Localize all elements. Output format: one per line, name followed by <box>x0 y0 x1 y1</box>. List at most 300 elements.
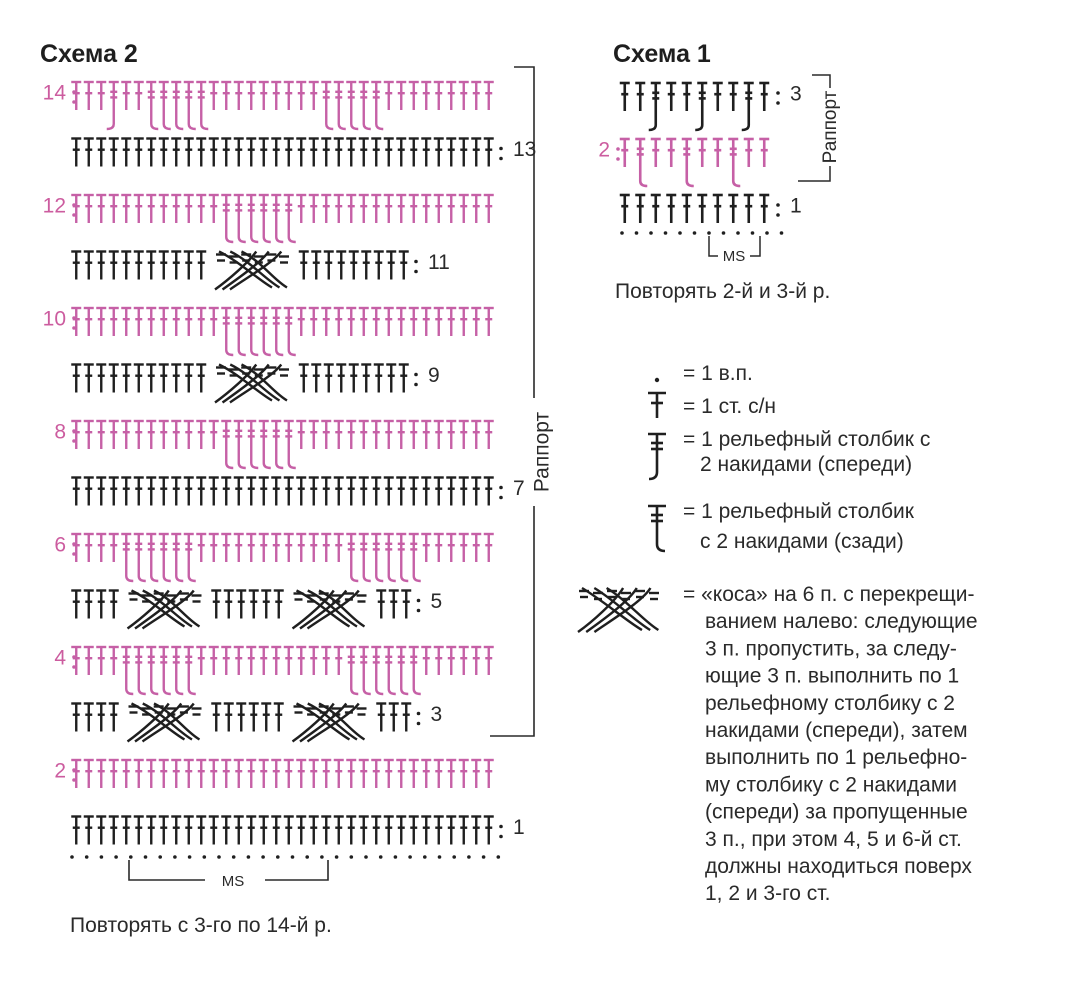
double-crochet-icon <box>311 252 321 280</box>
double-crochet-icon <box>109 534 119 562</box>
chain-dot-icon <box>364 855 368 859</box>
double-crochet-icon <box>471 195 481 223</box>
double-crochet-icon <box>371 760 381 788</box>
double-crochet-icon <box>159 365 169 393</box>
legend-cable-text-line: рельефному столбику с 2 <box>705 691 955 715</box>
double-crochet-icon <box>184 252 194 280</box>
double-crochet-icon <box>224 704 234 732</box>
double-crochet-icon <box>376 591 386 619</box>
double-crochet-icon <box>359 478 369 506</box>
chart-row-1 <box>71 816 524 845</box>
double-crochet-icon <box>359 817 369 845</box>
back-post-stitch-icon <box>234 308 246 355</box>
double-crochet-icon <box>459 421 469 449</box>
double-crochet-icon <box>759 139 769 167</box>
colon-dot <box>499 157 503 161</box>
double-crochet-icon <box>374 252 384 280</box>
double-crochet-icon <box>121 139 131 167</box>
double-crochet-icon <box>221 534 231 562</box>
back-post-stitch-icon <box>384 534 396 581</box>
colon-dot <box>776 91 780 95</box>
legend-cable-text-line: = «коса» на 6 п. с перекрещи- <box>683 583 975 606</box>
double-crochet-icon <box>209 478 219 506</box>
back-post-stitch-icon <box>234 195 246 242</box>
double-crochet-icon <box>84 591 94 619</box>
double-crochet-icon <box>109 478 119 506</box>
double-crochet-icon <box>134 365 144 393</box>
chain-dot-icon <box>678 231 682 235</box>
front-post-stitch-icon <box>648 434 666 479</box>
double-crochet-icon <box>109 252 119 280</box>
back-post-stitch-icon <box>246 195 258 242</box>
legend-cable-text-line: выполнить по 1 рельефно- <box>705 746 968 770</box>
row-number: 12 <box>42 194 66 218</box>
double-crochet-icon <box>184 478 194 506</box>
back-post-stitch-icon <box>384 647 396 694</box>
double-crochet-icon <box>271 760 281 788</box>
double-crochet-icon <box>84 817 94 845</box>
double-crochet-icon <box>134 252 144 280</box>
back-post-stitch-icon <box>146 82 158 129</box>
double-crochet-icon <box>274 704 284 732</box>
double-crochet-icon <box>361 252 371 280</box>
double-crochet-icon <box>371 421 381 449</box>
double-crochet-icon <box>296 139 306 167</box>
double-crochet-icon <box>484 760 494 788</box>
double-crochet-icon <box>309 82 319 110</box>
double-crochet-icon <box>96 534 106 562</box>
back-post-stitch-icon <box>396 534 408 581</box>
double-crochet-icon <box>234 82 244 110</box>
colon-dot <box>414 270 418 274</box>
double-crochet-icon <box>84 478 94 506</box>
double-crochet-icon <box>84 252 94 280</box>
double-crochet-icon <box>321 647 331 675</box>
double-crochet-icon <box>651 195 661 223</box>
double-crochet-icon <box>384 817 394 845</box>
double-crochet-icon <box>484 195 494 223</box>
double-crochet-icon <box>384 478 394 506</box>
double-crochet-icon <box>109 760 119 788</box>
double-crochet-icon <box>434 534 444 562</box>
scheme-1-ms-bracket <box>709 236 760 265</box>
double-crochet-icon <box>261 591 271 619</box>
double-crochet-icon <box>109 139 119 167</box>
double-crochet-icon <box>459 478 469 506</box>
chain-dot-icon <box>70 855 74 859</box>
double-crochet-icon <box>171 817 181 845</box>
double-crochet-icon <box>651 139 661 167</box>
double-crochet-icon <box>371 817 381 845</box>
chain-dot-icon <box>217 855 221 859</box>
double-crochet-icon <box>697 139 707 167</box>
double-crochet-icon <box>309 195 319 223</box>
double-crochet-icon <box>196 478 206 506</box>
double-crochet-icon <box>234 817 244 845</box>
double-crochet-icon <box>259 534 269 562</box>
double-crochet-icon <box>384 760 394 788</box>
double-crochet-icon <box>84 647 94 675</box>
double-crochet-icon <box>384 139 394 167</box>
double-crochet-icon <box>259 139 269 167</box>
chain-dot-icon <box>707 231 711 235</box>
front-post-stitch-icon <box>107 82 119 129</box>
chain-dot-icon <box>736 231 740 235</box>
double-crochet-icon <box>334 534 344 562</box>
legend-cable-text-line: 3 п., при этом 4, 5 и 6-й ст. <box>705 827 962 851</box>
double-crochet-icon <box>334 195 344 223</box>
legend-cable-text <box>683 583 978 905</box>
colon-dot <box>776 101 780 105</box>
double-crochet-icon <box>409 478 419 506</box>
chain-dot-icon <box>144 855 148 859</box>
double-crochet-icon <box>296 421 306 449</box>
double-crochet-icon <box>96 365 106 393</box>
double-crochet-icon <box>620 83 630 111</box>
double-crochet-icon <box>682 83 692 111</box>
double-crochet-icon <box>196 647 206 675</box>
scheme-2-repeat-label: Раппорт <box>530 411 554 493</box>
back-post-stitch-icon <box>159 534 171 581</box>
double-crochet-icon <box>271 534 281 562</box>
chain-dot-icon <box>394 855 398 859</box>
double-crochet-icon <box>349 365 359 393</box>
double-crochet-icon <box>246 647 256 675</box>
chain-dot-icon <box>100 855 104 859</box>
double-crochet-icon <box>221 139 231 167</box>
double-crochet-icon <box>146 195 156 223</box>
double-crochet-icon <box>284 534 294 562</box>
double-crochet-icon <box>421 534 431 562</box>
double-crochet-icon <box>71 139 81 167</box>
double-crochet-icon <box>271 817 281 845</box>
double-crochet-icon <box>396 817 406 845</box>
double-crochet-icon <box>246 139 256 167</box>
double-crochet-icon <box>484 421 494 449</box>
double-crochet-icon <box>334 308 344 336</box>
chain-dot-icon <box>664 231 668 235</box>
double-crochet-icon <box>384 82 394 110</box>
double-crochet-icon <box>349 252 359 280</box>
double-crochet-icon <box>371 308 381 336</box>
double-crochet-icon <box>359 760 369 788</box>
double-crochet-icon <box>284 760 294 788</box>
double-crochet-icon <box>401 704 411 732</box>
double-crochet-icon <box>309 647 319 675</box>
double-crochet-icon <box>159 252 169 280</box>
double-crochet-icon <box>109 365 119 393</box>
chain-dot-icon <box>276 855 280 859</box>
double-crochet-icon <box>309 478 319 506</box>
double-crochet-icon <box>246 82 256 110</box>
colon-dot <box>414 373 418 377</box>
double-crochet-icon <box>171 421 181 449</box>
double-crochet-icon <box>346 195 356 223</box>
double-crochet-icon <box>234 534 244 562</box>
double-crochet-icon <box>146 760 156 788</box>
double-crochet-icon <box>459 817 469 845</box>
scheme-2 <box>40 40 554 937</box>
back-post-stitch-icon <box>284 421 296 468</box>
scheme-2-note: Повторять с 3-го по 14-й р. <box>70 914 332 937</box>
legend-back-post-text-2: с 2 накидами (сзади) <box>700 530 904 553</box>
back-post-stitch-icon <box>221 195 233 242</box>
double-crochet-icon <box>246 760 256 788</box>
double-crochet-icon <box>96 195 106 223</box>
cable-cross-icon <box>578 588 659 632</box>
double-crochet-icon <box>84 760 94 788</box>
double-crochet-icon <box>389 704 399 732</box>
double-crochet-icon <box>471 817 481 845</box>
colon-dot <box>499 147 503 151</box>
double-crochet-icon <box>296 478 306 506</box>
double-crochet-icon <box>346 760 356 788</box>
legend-cable-text-line: 1, 2 и 3-го ст. <box>705 882 831 906</box>
chain-dot-icon <box>620 231 624 235</box>
scheme-2-ms-bracket <box>129 860 328 890</box>
back-post-stitch-icon <box>682 139 694 186</box>
double-crochet-icon <box>421 817 431 845</box>
colon-dot <box>499 496 503 500</box>
double-crochet-icon <box>211 704 221 732</box>
double-crochet-icon <box>196 817 206 845</box>
double-crochet-icon <box>384 421 394 449</box>
row-number: 2 <box>598 138 610 162</box>
chain-dot-icon <box>320 855 324 859</box>
double-crochet-icon <box>421 647 431 675</box>
double-crochet-icon <box>334 647 344 675</box>
back-post-stitch-icon <box>184 647 196 694</box>
back-post-stitch-icon <box>371 534 383 581</box>
double-crochet-icon <box>346 308 356 336</box>
chain-dot-icon <box>129 855 133 859</box>
colon-dot <box>417 599 421 603</box>
double-crochet-icon <box>459 195 469 223</box>
double-crochet-icon <box>221 760 231 788</box>
double-crochet-icon <box>211 591 221 619</box>
double-crochet-icon <box>221 478 231 506</box>
chain-dot-icon <box>291 855 295 859</box>
back-post-stitch-icon <box>246 308 258 355</box>
double-crochet-icon <box>409 195 419 223</box>
chart-row-14 <box>43 81 494 129</box>
double-crochet-icon <box>261 704 271 732</box>
legend-item-back-post <box>648 500 915 553</box>
double-crochet-icon <box>309 308 319 336</box>
double-crochet-icon <box>635 83 645 111</box>
chain-dot-icon <box>379 855 383 859</box>
double-crochet-icon <box>309 534 319 562</box>
chart-row-13 <box>71 138 536 167</box>
colon-dot <box>417 609 421 613</box>
double-crochet-icon <box>446 139 456 167</box>
chart-row-3 <box>620 82 802 130</box>
back-post-stitch-icon <box>271 308 283 355</box>
legend-item-front-post <box>648 428 930 479</box>
double-crochet-icon <box>284 139 294 167</box>
legend-item-double-crochet <box>648 393 776 418</box>
scheme-1-ms-label: MS <box>722 248 746 265</box>
double-crochet-icon <box>744 195 754 223</box>
double-crochet-icon <box>271 139 281 167</box>
legend <box>578 362 978 905</box>
double-crochet-icon <box>171 760 181 788</box>
back-post-stitch-icon <box>284 195 296 242</box>
back-post-stitch-icon <box>346 647 358 694</box>
double-crochet-icon <box>409 421 419 449</box>
double-crochet-icon <box>96 760 106 788</box>
chain-dot-icon <box>232 855 236 859</box>
double-crochet-icon <box>374 365 384 393</box>
colon-dot <box>616 157 620 161</box>
double-crochet-icon <box>434 139 444 167</box>
double-crochet-icon <box>221 817 231 845</box>
double-crochet-icon <box>236 591 246 619</box>
double-crochet-icon <box>311 365 321 393</box>
double-crochet-icon <box>71 82 81 110</box>
double-crochet-icon <box>386 365 396 393</box>
scheme-2-chain-row <box>70 855 500 859</box>
double-crochet-icon <box>371 139 381 167</box>
double-crochet-icon <box>96 817 106 845</box>
double-crochet-icon <box>196 308 206 336</box>
back-post-stitch-icon <box>234 421 246 468</box>
scheme-1-title: Схема 1 <box>613 40 711 68</box>
double-crochet-icon <box>296 534 306 562</box>
double-crochet-icon <box>713 83 723 111</box>
chart-row-12 <box>43 194 494 242</box>
scheme-2-ms-label: MS <box>221 873 245 890</box>
back-post-stitch-icon <box>409 534 421 581</box>
back-post-stitch-icon <box>159 647 171 694</box>
double-crochet-icon <box>321 139 331 167</box>
back-post-stitch-icon <box>334 82 346 129</box>
double-crochet-icon <box>309 817 319 845</box>
double-crochet-icon <box>159 817 169 845</box>
double-crochet-icon <box>259 478 269 506</box>
double-crochet-icon <box>146 365 156 393</box>
double-crochet-icon <box>321 308 331 336</box>
double-crochet-icon <box>396 195 406 223</box>
chart-row-10 <box>43 307 494 355</box>
chart-row-8 <box>54 420 493 468</box>
double-crochet-icon <box>321 534 331 562</box>
double-crochet-icon <box>744 139 754 167</box>
double-crochet-icon <box>209 195 219 223</box>
back-post-stitch-icon <box>635 139 647 186</box>
double-crochet-icon <box>209 139 219 167</box>
double-crochet-icon <box>221 82 231 110</box>
double-crochet-icon <box>434 478 444 506</box>
legend-cable-text-line: накидами (спереди), затем <box>705 719 968 742</box>
back-post-stitch-icon <box>259 195 271 242</box>
chart-row-1 <box>620 194 802 223</box>
double-crochet-icon <box>284 478 294 506</box>
double-crochet-icon <box>421 308 431 336</box>
chain-dot-icon <box>452 855 456 859</box>
double-crochet-icon <box>484 82 494 110</box>
double-crochet-icon <box>184 421 194 449</box>
double-crochet-icon <box>159 195 169 223</box>
double-crochet-icon <box>484 308 494 336</box>
double-crochet-icon <box>71 817 81 845</box>
double-crochet-icon <box>271 647 281 675</box>
double-crochet-icon <box>221 647 231 675</box>
scheme-1 <box>598 40 841 303</box>
double-crochet-icon <box>249 591 259 619</box>
double-crochet-icon <box>421 139 431 167</box>
double-crochet-icon <box>728 195 738 223</box>
legend-cable-text-line: (спереди) за пропущенные <box>705 800 968 824</box>
double-crochet-icon <box>384 195 394 223</box>
double-crochet-icon <box>84 308 94 336</box>
double-crochet-icon <box>446 647 456 675</box>
double-crochet-icon <box>209 82 219 110</box>
double-crochet-icon <box>759 83 769 111</box>
double-crochet-icon <box>296 760 306 788</box>
double-crochet-icon <box>284 82 294 110</box>
double-crochet-icon <box>346 421 356 449</box>
chain-dot-icon <box>158 855 162 859</box>
double-crochet-icon <box>321 760 331 788</box>
double-crochet-icon <box>196 195 206 223</box>
colon-dot <box>499 486 503 490</box>
row-number: 3 <box>790 82 802 106</box>
chain-dot-icon <box>655 378 659 382</box>
row-number: 5 <box>430 589 443 613</box>
colon-dot <box>616 147 620 151</box>
legend-double-crochet-text: = 1 ст. с/н <box>683 395 777 418</box>
double-crochet-icon <box>134 421 144 449</box>
double-crochet-icon <box>371 195 381 223</box>
double-crochet-icon <box>209 760 219 788</box>
double-crochet-icon <box>446 421 456 449</box>
double-crochet-icon <box>184 139 194 167</box>
double-crochet-icon <box>134 82 144 110</box>
double-crochet-icon <box>146 139 156 167</box>
double-crochet-icon <box>346 478 356 506</box>
double-crochet-icon <box>71 365 81 393</box>
scheme-2-rows <box>43 81 537 844</box>
double-crochet-icon <box>184 817 194 845</box>
double-crochet-icon <box>396 478 406 506</box>
double-crochet-icon <box>359 139 369 167</box>
double-crochet-icon <box>71 760 81 788</box>
double-crochet-icon <box>620 139 630 167</box>
double-crochet-icon <box>171 195 181 223</box>
double-crochet-icon <box>159 421 169 449</box>
double-crochet-icon <box>446 478 456 506</box>
double-crochet-icon <box>84 82 94 110</box>
double-crochet-icon <box>259 647 269 675</box>
back-post-stitch-icon <box>221 421 233 468</box>
colon-dot <box>417 712 421 716</box>
double-crochet-icon <box>224 591 234 619</box>
double-crochet-icon <box>321 478 331 506</box>
back-post-stitch-icon <box>171 82 183 129</box>
double-crochet-icon <box>96 139 106 167</box>
colon-dot <box>417 722 421 726</box>
legend-front-post-text-2: 2 накидами (спереди) <box>700 453 913 476</box>
front-post-stitch-icon <box>649 83 661 130</box>
double-crochet-icon <box>284 817 294 845</box>
double-crochet-icon <box>71 647 81 675</box>
double-crochet-icon <box>121 82 131 110</box>
double-crochet-icon <box>109 308 119 336</box>
chain-dot-icon <box>693 231 697 235</box>
double-crochet-icon <box>471 760 481 788</box>
double-crochet-icon <box>171 365 181 393</box>
